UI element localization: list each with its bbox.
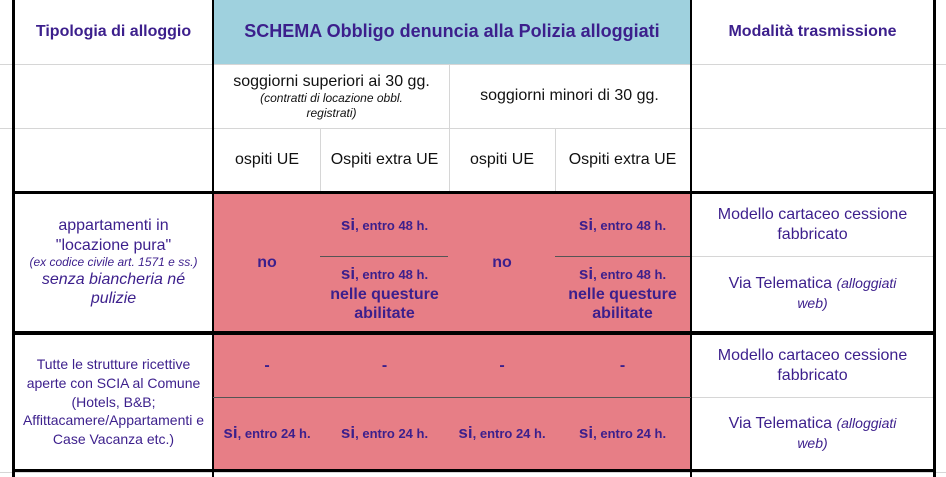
row1-extra-long-questure: si, entro 48 h. nelle questure abilitate [330,264,439,323]
row2-extra-short-dash: - [619,357,626,375]
row1-label [15,194,212,331]
row1-label-note: (ex codice civile art. 1571 e ss.) [29,255,198,270]
header-modalita: Modalità trasmissione [728,23,897,41]
row2-ue-short-dash: - [499,357,505,375]
row1-label-main: appartamenti in "locazione pura" [55,217,172,254]
row2-extra-long-dash: - [381,357,388,375]
row1-modalita-telematica: Via Telematica (alloggiati web) [728,275,897,311]
row1-extra-short-questure: si, entro 48 h. nelle questure abilitate [568,264,677,323]
col-ospiti-extra-ue-short: Ospiti extra UE [568,151,677,169]
col-ospiti-ue-long: ospiti UE [234,151,300,169]
row2-extra-long-24h: si, entro 24 h. [340,423,429,443]
header-schema-title: SCHEMA Obbligo denuncia alla Polizia alloggiati [244,21,660,42]
row2-modalita-cartaceo: Modello cartaceo cessione fabbricato [717,347,908,384]
row1-extra-long-48h: si, entro 48 h. [340,214,429,234]
long-stay-note: (contratti di locazione obbl. registrati) [260,91,403,120]
row2-ue-long-24h: si, entro 24 h. [223,423,311,443]
short-stay-title: soggiorni minori di 30 gg. [480,87,659,105]
row1-ue-short-no: no [492,253,512,271]
row1-modalita-cartaceo: Modello cartaceo cessione fabbricato [717,206,908,243]
row1-label-italic: senza biancheria né pulizie [41,270,186,308]
row2-ue-long-dash: - [264,357,270,375]
row1-ue-long-no: no [257,253,277,271]
header-tipologia: Tipologia di alloggio [35,23,192,41]
long-stay-header [214,64,449,128]
col-ospiti-extra-ue-long: Ospiti extra UE [330,151,439,169]
row2-ue-short-24h: si, entro 24 h. [458,423,546,443]
row2-modalita-telematica: Via Telematica (alloggiati web) [728,414,897,451]
long-stay-title: soggiorni superiori ai 30 gg. [233,72,430,90]
row1-extra-short-48h: si, entro 48 h. [578,214,667,234]
col-ospiti-ue-short: ospiti UE [469,151,535,169]
row2-label: Tutte le strutture ricettive aperte con SCIA al Comune (Hotels, B&B; Affittacamere/Appartamenti e Case Vacanza etc.) [22,355,205,448]
row2-extra-short-24h: si, entro 24 h. [578,423,667,443]
